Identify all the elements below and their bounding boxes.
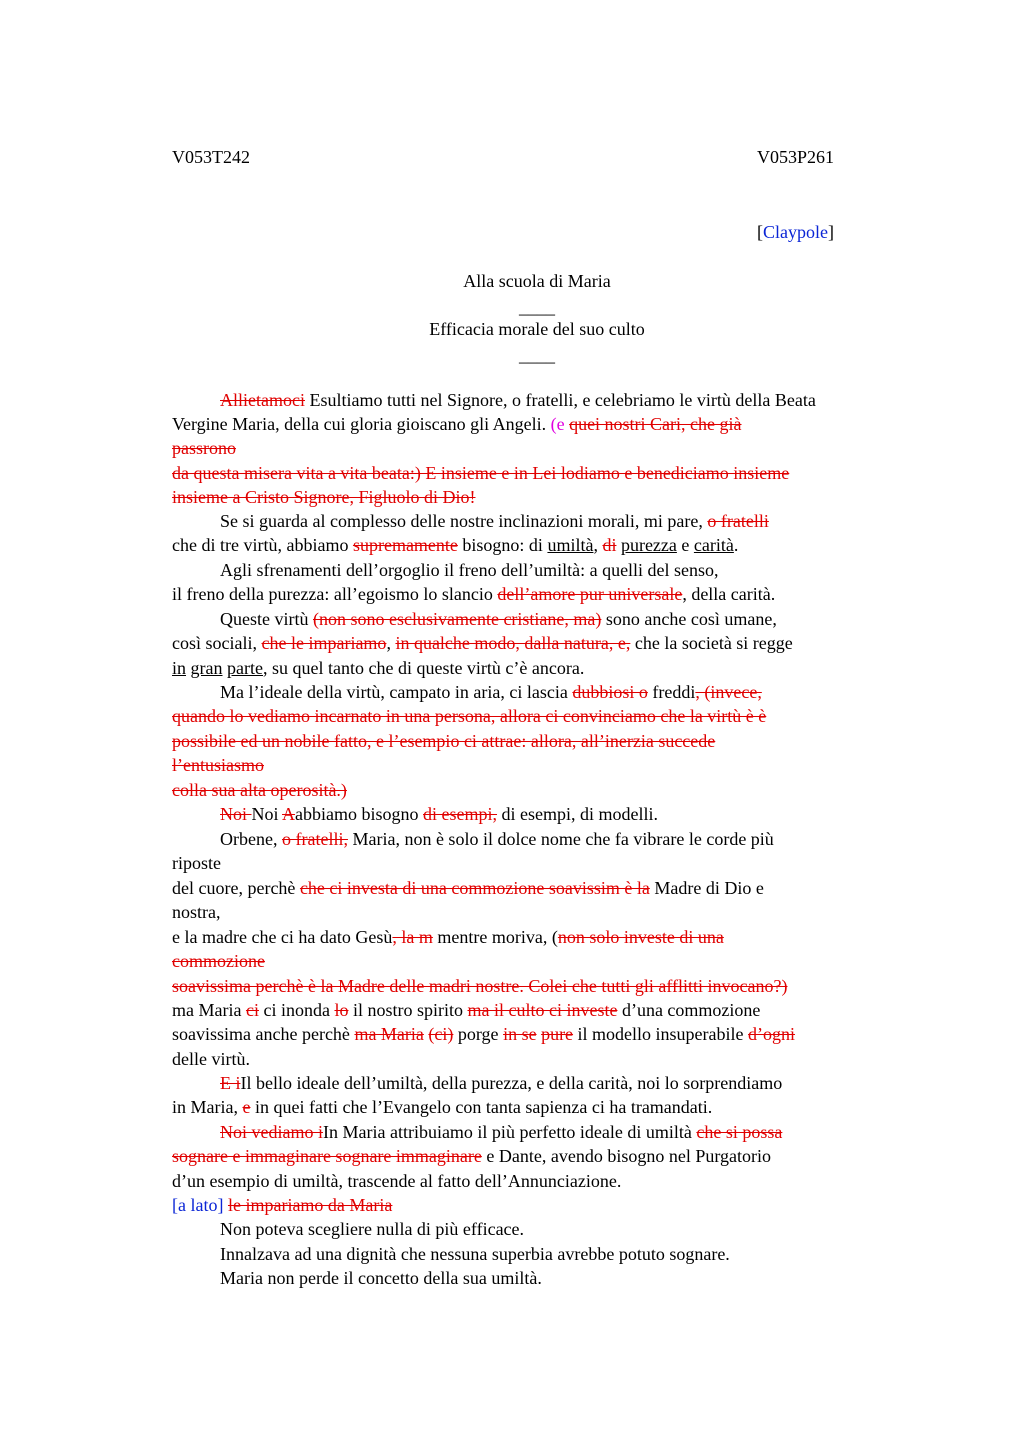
deleted-text: non solo investe di una	[557, 927, 724, 947]
text-line	[172, 876, 764, 900]
text-run: in Maria,	[172, 1097, 243, 1117]
deleted-text: di	[602, 535, 617, 555]
text-run: Orbene,	[220, 829, 282, 849]
text-line	[220, 558, 719, 582]
text-line	[220, 509, 769, 533]
deleted-text: da questa misera vita a vita beata:) E insieme e in Lei lodiamo e benediciamo insieme	[172, 463, 790, 483]
underlined-text: purezza	[620, 535, 677, 555]
header-right-code: V053P261	[757, 147, 835, 167]
text-line	[172, 1144, 771, 1168]
text-run: Ma l’ideale della virtù, campato in aria, ci lascia	[220, 682, 573, 702]
text-line	[172, 1193, 392, 1217]
deleted-text: o fratelli	[707, 511, 769, 531]
text-line	[172, 851, 221, 875]
deleted-text: Allietamoci	[220, 390, 305, 410]
deleted-text: ci	[245, 1000, 259, 1020]
text-run: Innalzava ad una dignità che nessuna superbia avrebbe potuto sognare.	[220, 1244, 730, 1264]
text-line	[172, 656, 584, 680]
text-run: Il bello ideale dell’umiltà, della purezza, e della carità, noi lo sorprendiamo	[240, 1073, 783, 1093]
text-run: In Maria attribuiamo il più perfetto ideale di umiltà	[322, 1122, 697, 1142]
text-run: Queste virtù	[220, 609, 313, 629]
text-run: , della carità.	[682, 584, 776, 604]
text-line	[172, 778, 347, 802]
deleted-text: quando lo vediamo incarnato in una persona, allora ci convinciamo che la virtù è è	[172, 706, 767, 726]
margin-note: [a lato]	[172, 1195, 224, 1215]
text-line	[172, 1169, 621, 1193]
header-left-code: V053T242	[172, 147, 250, 167]
text-run: soavissima anche perchè	[172, 1024, 355, 1044]
text-run: Noi	[251, 804, 283, 824]
deleted-text: di esempi,	[423, 804, 498, 824]
text-run: sono anche così umane,	[601, 609, 777, 629]
text-run: il freno della purezza: all’egoismo lo slancio	[172, 584, 498, 604]
text-line	[172, 533, 738, 557]
deleted-text: pure	[541, 1024, 574, 1044]
deleted-text: dubbiosi o	[572, 682, 648, 702]
deleted-text: lo	[334, 1000, 349, 1020]
text-line	[172, 900, 221, 924]
text-run: delle virtù.	[172, 1049, 250, 1069]
deleted-text: d’ogni	[748, 1024, 796, 1044]
text-run: ,	[386, 633, 396, 653]
text-line	[172, 485, 476, 509]
text-run: Maria non perde il concetto della sua umiltà.	[220, 1268, 542, 1288]
text-line	[172, 582, 775, 606]
text-run: freddi	[647, 682, 696, 702]
deleted-text: e	[242, 1097, 251, 1117]
text-run: bisogno: di	[457, 535, 548, 555]
deleted-text: (non sono esclusivamente cristiane, ma)	[312, 609, 602, 629]
deleted-text: (ci)	[428, 1024, 454, 1044]
text-line	[220, 1217, 524, 1241]
deleted-text: , la m	[392, 927, 433, 947]
text-line	[172, 1047, 250, 1071]
text-run: che la società si regge	[630, 633, 793, 653]
text-run: abbiamo bisogno	[295, 804, 424, 824]
text-run: Non poteva scegliere nulla di più efficace.	[220, 1219, 525, 1239]
text-run: d’una commozione	[617, 1000, 761, 1020]
title-rule: ____	[519, 297, 555, 317]
deleted-text: A	[282, 804, 296, 824]
claypole-tag	[757, 222, 834, 243]
text-run: del cuore, perchè	[172, 878, 300, 898]
text-run: ,	[593, 535, 603, 555]
subtitle: Efficacia morale del suo culto	[429, 319, 645, 339]
text-run: in quei fatti che l’Evangelo con tanta sapienza ci ha tramandati.	[250, 1097, 713, 1117]
text-run: , su quel tanto che di queste virtù c’è ancora.	[262, 658, 585, 678]
bracket-close: ]	[828, 222, 834, 242]
text-line	[220, 388, 816, 412]
deleted-text: commozione	[172, 951, 265, 971]
text-line	[220, 607, 777, 631]
deleted-text: , (invece,	[695, 682, 762, 702]
text-run: Madre di Dio e	[649, 878, 764, 898]
text-line	[172, 925, 724, 949]
text-line	[172, 436, 236, 460]
deleted-text: in se	[503, 1024, 537, 1044]
text-run: Se si guarda al complesso delle nostre inclinazioni morali, mi pare,	[220, 511, 708, 531]
text-run: Maria, non è solo il dolce nome che fa vibrare le corde più	[347, 829, 774, 849]
text-run: mentre moriva, (	[432, 927, 558, 947]
deleted-text: insieme a Cristo Signore, Figluolo di Dio!	[172, 487, 476, 507]
text-line	[220, 802, 658, 826]
text-run: riposte	[172, 853, 221, 873]
text-run: porge	[453, 1024, 504, 1044]
text-line	[220, 1071, 782, 1095]
deleted-text: ma Maria	[354, 1024, 424, 1044]
text-line	[220, 1242, 730, 1266]
text-run: e	[676, 535, 694, 555]
text-run: ci inonda	[258, 1000, 335, 1020]
text-line	[172, 949, 265, 973]
deleted-text: Noi	[220, 804, 252, 824]
text-run: così sociali,	[172, 633, 262, 653]
deleted-text: passrono	[172, 438, 236, 458]
deleted-text: l’entusiasmo	[172, 755, 264, 775]
deleted-text: che si possa	[696, 1122, 783, 1142]
text-line	[172, 631, 793, 655]
text-line	[220, 827, 774, 851]
claypole-name: Claypole	[763, 222, 828, 242]
title: Alla scuola di Maria	[463, 271, 611, 291]
deleted-text: in qualche modo, dalla natura, e,	[395, 633, 631, 653]
deleted-text: dell’amore pur universale	[497, 584, 683, 604]
text-run: nostra,	[172, 902, 221, 922]
text-run: Esultiamo tutti nel Signore, o fratelli, e celebriamo le virtù della Beata	[304, 390, 816, 410]
text-run: ma Maria	[172, 1000, 246, 1020]
deleted-text: possibile ed un nobile fatto, e l’esempio ci attrae: allora, all’inerzia succede	[172, 731, 716, 751]
text-line	[172, 998, 760, 1022]
bracket-open: [	[757, 222, 763, 242]
text-line	[172, 753, 264, 777]
deleted-text: E i	[220, 1073, 241, 1093]
deleted-text: ma il culto ci investe	[467, 1000, 618, 1020]
inserted-mark: (e	[550, 414, 565, 434]
text-line	[172, 729, 715, 753]
deleted-text: che le impariamo	[261, 633, 387, 653]
text-line	[220, 1266, 542, 1290]
text-line	[172, 1095, 712, 1119]
text-run: Vergine Maria, della cui gloria gioiscano gli Angeli.	[172, 414, 551, 434]
subtitle-rule: ____	[519, 345, 555, 365]
text-run: .	[733, 535, 739, 555]
deleted-text: soavissima perchè è la Madre delle madri nostre. Colei che tutti gli afflitti invocano?)	[172, 976, 788, 996]
deleted-text: colla sua alta operosità.)	[172, 780, 347, 800]
text-line	[220, 1120, 782, 1144]
text-run: che di tre virtù, abbiamo	[172, 535, 353, 555]
deleted-text: le impariamo da Maria	[227, 1195, 393, 1215]
underlined-text: in	[172, 658, 187, 678]
text-run: e la madre che ci ha dato Gesù	[172, 927, 393, 947]
text-run: Agli sfrenamenti dell’orgoglio il freno dell’umiltà: a quelli del senso,	[220, 560, 719, 580]
underlined-text: gran	[190, 658, 223, 678]
deleted-text: Noi vediamo i	[220, 1122, 323, 1142]
deleted-text: che ci investa di una commozione soavissim è la	[299, 878, 650, 898]
underlined-text: carità	[693, 535, 734, 555]
deleted-text: o fratelli,	[281, 829, 348, 849]
underlined-text: umiltà	[547, 535, 594, 555]
text-run: il modello insuperabile	[573, 1024, 749, 1044]
text-line	[172, 1022, 795, 1046]
underlined-text: parte	[227, 658, 263, 678]
deleted-text: quei nostri Cari, che già	[569, 414, 742, 434]
deleted-text: sognare e immaginare sognare immaginare	[172, 1146, 482, 1166]
text-line	[172, 974, 787, 998]
text-line	[172, 704, 766, 728]
text-run: di esempi, di modelli.	[497, 804, 658, 824]
text-run: d’un esempio di umiltà, trascende al fatto dell’Annunciazione.	[172, 1171, 622, 1191]
text-line	[172, 412, 742, 436]
text-run: e Dante, avendo bisogno nel Purgatorio	[481, 1146, 771, 1166]
text-line	[220, 680, 762, 704]
text-line	[172, 461, 789, 485]
deleted-text: supremamente	[352, 535, 458, 555]
text-run: il nostro spirito	[348, 1000, 468, 1020]
